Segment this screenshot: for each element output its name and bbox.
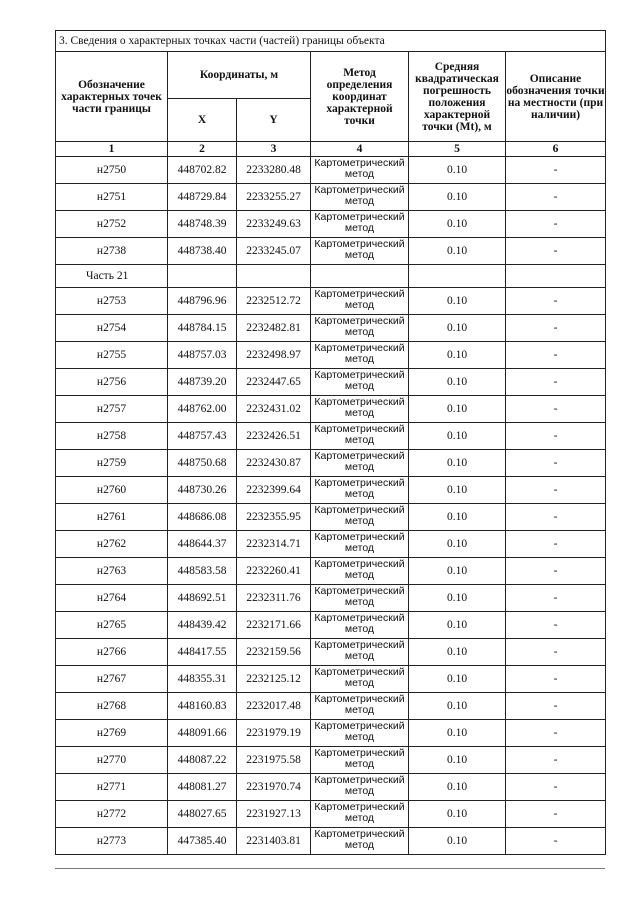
coord-x: 448757.43 <box>168 423 237 450</box>
mt-value: 0.10 <box>409 157 506 184</box>
coord-y: 2232430.87 <box>237 450 311 477</box>
coord-y: 2231979.19 <box>237 720 311 747</box>
mt-value: 0.10 <box>409 504 506 531</box>
description: - <box>506 211 606 238</box>
coord-x: 448748.39 <box>168 211 237 238</box>
description: - <box>506 184 606 211</box>
description: - <box>506 396 606 423</box>
method: Картометрический метод <box>311 801 409 828</box>
mt-value: 0.10 <box>409 720 506 747</box>
method: Картометрический метод <box>311 342 409 369</box>
point-id: н2768 <box>56 693 168 720</box>
point-id: н2765 <box>56 612 168 639</box>
column-number: 6 <box>506 142 606 157</box>
method: Картометрический метод <box>311 184 409 211</box>
coord-y: 2232159.56 <box>237 639 311 666</box>
description: - <box>506 747 606 774</box>
table-row <box>56 238 606 265</box>
description: - <box>506 423 606 450</box>
coord-x: 448750.68 <box>168 450 237 477</box>
coord-x: 448692.51 <box>168 585 237 612</box>
description: - <box>506 288 606 315</box>
point-id: н2750 <box>56 157 168 184</box>
method: Картометрический метод <box>311 315 409 342</box>
method: Картометрический метод <box>311 558 409 585</box>
point-id: н2771 <box>56 774 168 801</box>
coord-y: 2232314.71 <box>237 531 311 558</box>
point-id: н2757 <box>56 396 168 423</box>
column-number: 3 <box>237 142 311 157</box>
coord-x: 448757.03 <box>168 342 237 369</box>
coord-x: 448417.55 <box>168 639 237 666</box>
method: Картометрический метод <box>311 612 409 639</box>
coord-x: 448087.22 <box>168 747 237 774</box>
point-id: н2770 <box>56 747 168 774</box>
point-id: н2755 <box>56 342 168 369</box>
header-x: X <box>168 99 237 142</box>
table-row <box>56 639 606 666</box>
coord-y: 2232512.72 <box>237 288 311 315</box>
rows-before-part <box>56 157 606 265</box>
description: - <box>506 612 606 639</box>
method: Картометрический метод <box>311 211 409 238</box>
point-id: н2761 <box>56 504 168 531</box>
description: - <box>506 666 606 693</box>
description: - <box>506 531 606 558</box>
mt-value: 0.10 <box>409 396 506 423</box>
description: - <box>506 585 606 612</box>
mt-value: 0.10 <box>409 342 506 369</box>
points-table <box>55 30 606 855</box>
coord-x: 448439.42 <box>168 612 237 639</box>
part-label: Часть 21 <box>56 265 168 288</box>
point-id: н2773 <box>56 828 168 855</box>
coord-y: 2231403.81 <box>237 828 311 855</box>
point-id: н2772 <box>56 801 168 828</box>
coord-y: 2232311.76 <box>237 585 311 612</box>
method: Картометрический метод <box>311 396 409 423</box>
mt-value: 0.10 <box>409 747 506 774</box>
coord-y: 2233255.27 <box>237 184 311 211</box>
coord-y: 2232447.65 <box>237 369 311 396</box>
coord-x: 448730.26 <box>168 477 237 504</box>
table-row <box>56 184 606 211</box>
table-row <box>56 315 606 342</box>
coord-y: 2231970.74 <box>237 774 311 801</box>
coord-x: 448091.66 <box>168 720 237 747</box>
table-row <box>56 585 606 612</box>
point-id: н2738 <box>56 238 168 265</box>
mt-value: 0.10 <box>409 238 506 265</box>
coord-x: 448796.96 <box>168 288 237 315</box>
coord-y: 2232355.95 <box>237 504 311 531</box>
table-row <box>56 288 606 315</box>
point-id: н2764 <box>56 585 168 612</box>
mt-value: 0.10 <box>409 315 506 342</box>
coord-y: 2232498.97 <box>237 342 311 369</box>
mt-value: 0.10 <box>409 423 506 450</box>
table-row <box>56 157 606 184</box>
method: Картометрический метод <box>311 477 409 504</box>
part-section <box>56 265 606 288</box>
coord-x: 448784.15 <box>168 315 237 342</box>
description: - <box>506 720 606 747</box>
coord-x: 448355.31 <box>168 666 237 693</box>
point-id: н2753 <box>56 288 168 315</box>
mt-value: 0.10 <box>409 693 506 720</box>
coord-x: 448583.58 <box>168 558 237 585</box>
description: - <box>506 774 606 801</box>
description: - <box>506 157 606 184</box>
description: - <box>506 828 606 855</box>
mt-value: 0.10 <box>409 450 506 477</box>
table-row <box>56 747 606 774</box>
coord-y: 2232017.48 <box>237 693 311 720</box>
mt-value: 0.10 <box>409 585 506 612</box>
header-description: Описание обозначения точки на местности (при наличии) <box>506 52 606 142</box>
coord-y: 2232171.66 <box>237 612 311 639</box>
point-id: н2760 <box>56 477 168 504</box>
method: Картометрический метод <box>311 238 409 265</box>
mt-value: 0.10 <box>409 801 506 828</box>
method: Картометрический метод <box>311 639 409 666</box>
table-row <box>56 720 606 747</box>
table-row <box>56 369 606 396</box>
column-number: 4 <box>311 142 409 157</box>
header-error: Средняя квадратическая погрешность положения характерной точки (Mt), м <box>409 52 506 142</box>
column-number: 5 <box>409 142 506 157</box>
coord-y: 2233245.07 <box>237 238 311 265</box>
method: Картометрический метод <box>311 720 409 747</box>
point-id: н2752 <box>56 211 168 238</box>
method: Картометрический метод <box>311 423 409 450</box>
method: Картометрический метод <box>311 157 409 184</box>
document-page <box>55 30 605 855</box>
coord-x: 447385.40 <box>168 828 237 855</box>
coord-x: 448644.37 <box>168 531 237 558</box>
method: Картометрический метод <box>311 369 409 396</box>
description: - <box>506 639 606 666</box>
table-row <box>56 342 606 369</box>
header-designation: Обозначение характерных точек части границы <box>56 52 168 142</box>
section-title: 3. Сведения о характерных точках части (частей) границы объекта <box>56 31 606 52</box>
mt-value: 0.10 <box>409 477 506 504</box>
point-id: н2762 <box>56 531 168 558</box>
point-id: н2766 <box>56 639 168 666</box>
point-id: н2767 <box>56 666 168 693</box>
table-row <box>56 558 606 585</box>
table-row <box>56 477 606 504</box>
mt-value: 0.10 <box>409 288 506 315</box>
coord-y: 2232260.41 <box>237 558 311 585</box>
mt-value: 0.10 <box>409 558 506 585</box>
description: - <box>506 693 606 720</box>
point-id: н2769 <box>56 720 168 747</box>
description: - <box>506 558 606 585</box>
mt-value: 0.10 <box>409 211 506 238</box>
header-coordinates: Координаты, м <box>168 52 311 99</box>
mt-value: 0.10 <box>409 612 506 639</box>
table-row <box>56 612 606 639</box>
table-row <box>56 396 606 423</box>
point-id: н2758 <box>56 423 168 450</box>
coord-y: 2232399.64 <box>237 477 311 504</box>
coord-x: 448027.65 <box>168 801 237 828</box>
table-row <box>56 504 606 531</box>
coord-y: 2231927.13 <box>237 801 311 828</box>
method: Картометрический метод <box>311 288 409 315</box>
table-row <box>56 666 606 693</box>
method: Картометрический метод <box>311 774 409 801</box>
method: Картометрический метод <box>311 585 409 612</box>
method: Картометрический метод <box>311 531 409 558</box>
coord-x: 448160.83 <box>168 693 237 720</box>
mt-value: 0.10 <box>409 639 506 666</box>
header-y: Y <box>237 99 311 142</box>
mt-value: 0.10 <box>409 531 506 558</box>
point-id: н2756 <box>56 369 168 396</box>
coord-x: 448738.40 <box>168 238 237 265</box>
description: - <box>506 238 606 265</box>
column-number: 2 <box>168 142 237 157</box>
description: - <box>506 342 606 369</box>
footer-divider <box>55 868 605 869</box>
rows-after-part <box>56 288 606 855</box>
description: - <box>506 315 606 342</box>
coord-x: 448762.00 <box>168 396 237 423</box>
method: Картометрический метод <box>311 450 409 477</box>
coord-x: 448729.84 <box>168 184 237 211</box>
point-id: н2754 <box>56 315 168 342</box>
coord-x: 448739.20 <box>168 369 237 396</box>
table-row <box>56 531 606 558</box>
coord-y: 2231975.58 <box>237 747 311 774</box>
table-row <box>56 774 606 801</box>
table-row <box>56 211 606 238</box>
point-id: н2763 <box>56 558 168 585</box>
coord-y: 2232125.12 <box>237 666 311 693</box>
description: - <box>506 477 606 504</box>
description: - <box>506 801 606 828</box>
coord-y: 2232431.02 <box>237 396 311 423</box>
mt-value: 0.10 <box>409 184 506 211</box>
mt-value: 0.10 <box>409 774 506 801</box>
coord-y: 2232482.81 <box>237 315 311 342</box>
description: - <box>506 450 606 477</box>
method: Картометрический метод <box>311 747 409 774</box>
description: - <box>506 504 606 531</box>
coord-y: 2233280.48 <box>237 157 311 184</box>
mt-value: 0.10 <box>409 369 506 396</box>
header-method: Метод определения координат характерной точки <box>311 52 409 142</box>
mt-value: 0.10 <box>409 828 506 855</box>
description: - <box>506 369 606 396</box>
table-row <box>56 450 606 477</box>
mt-value: 0.10 <box>409 666 506 693</box>
coord-x: 448702.82 <box>168 157 237 184</box>
point-id: н2751 <box>56 184 168 211</box>
coord-x: 448081.27 <box>168 774 237 801</box>
table-row <box>56 423 606 450</box>
coord-y: 2232426.51 <box>237 423 311 450</box>
column-number: 1 <box>56 142 168 157</box>
method: Картометрический метод <box>311 666 409 693</box>
coord-x: 448686.08 <box>168 504 237 531</box>
coord-y: 2233249.63 <box>237 211 311 238</box>
table-row <box>56 801 606 828</box>
method: Картометрический метод <box>311 504 409 531</box>
method: Картометрический метод <box>311 693 409 720</box>
table-row <box>56 828 606 855</box>
point-id: н2759 <box>56 450 168 477</box>
table-row <box>56 693 606 720</box>
method: Картометрический метод <box>311 828 409 855</box>
